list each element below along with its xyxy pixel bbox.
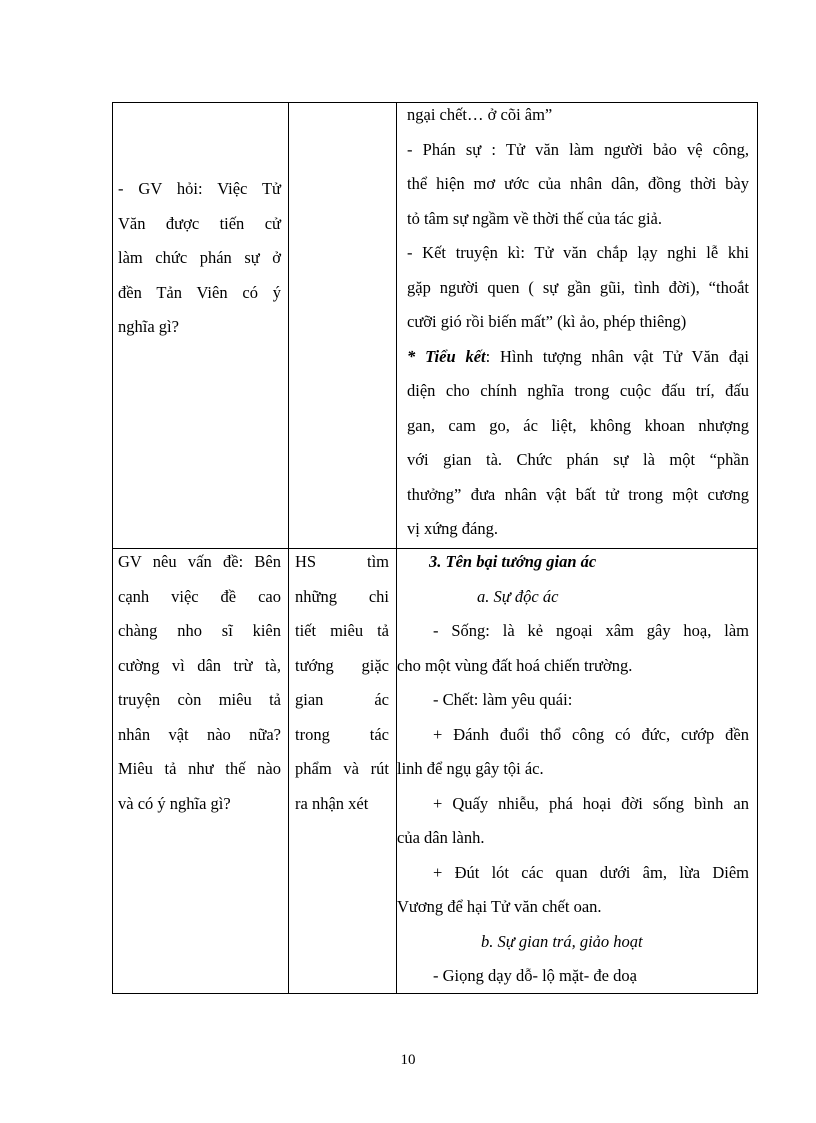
text-line: GV nêu vấn đề: Bên bbox=[118, 552, 281, 571]
text-line: + Quấy nhiễu, phá hoại đời sống bình an bbox=[433, 793, 749, 813]
summary-text: : Hình tượng nhân vật Tử Văn đại bbox=[485, 346, 749, 366]
text-line: làm chức phán sự ở bbox=[118, 248, 281, 267]
subheading-a: a. Sự độc ác bbox=[477, 586, 559, 606]
page-number: 10 bbox=[400, 1052, 416, 1068]
text-line: gian ác bbox=[295, 690, 389, 709]
text-line: + Đánh đuổi thổ công có đức, cướp đền bbox=[433, 724, 749, 744]
row2-student-activity bbox=[295, 545, 389, 821]
text-line: Miêu tả như thế nào bbox=[118, 759, 281, 778]
text-line: nghĩa gì? bbox=[118, 317, 179, 336]
summary-label: * Tiểu kết bbox=[407, 346, 486, 366]
text-line: thể hiện mơ ước của nhân dân, đồng thời bày bbox=[407, 174, 749, 193]
text-line: gan, cam go, ác liệt, không khoan nhượng bbox=[407, 415, 749, 435]
text-line: nhân vật nào nữa? bbox=[118, 724, 281, 744]
text-line: - Phán sự : Tử văn làm người bảo vệ công, bbox=[407, 139, 749, 159]
subheading-b: b. Sự gian trá, giảo hoạt bbox=[481, 931, 643, 951]
row1-content bbox=[407, 98, 749, 547]
row1-teacher-question bbox=[118, 172, 281, 345]
text-line: tỏ tâm sự ngầm về thời thế của tác giả. bbox=[407, 208, 663, 228]
text-line: - Sống: là kẻ ngoại xâm gây hoạ, làm bbox=[433, 621, 749, 640]
text-line: cho một vùng đất hoá chiến trường. bbox=[397, 655, 633, 675]
text-line: truyện còn miêu tả bbox=[118, 690, 281, 709]
text-line: - Chết: làm yêu quái: bbox=[433, 690, 573, 709]
text-line: - Giọng dạy dỗ- lộ mặt- đe doạ bbox=[433, 966, 637, 985]
text-line: tướng giặc bbox=[295, 655, 389, 675]
text-line: HS tìm bbox=[295, 552, 389, 571]
section-heading: 3. Tên bại tướng gian ác bbox=[429, 552, 597, 571]
text-line: của dân lành. bbox=[397, 828, 485, 847]
text-line: Văn được tiến cử bbox=[118, 213, 281, 233]
text-line: ra nhận xét bbox=[295, 793, 369, 813]
text-line: chàng nho sĩ kiên bbox=[118, 621, 281, 640]
text-line: gặp người quen ( sự gần gũi, tình đời), “thoắt bbox=[407, 277, 749, 297]
text-line: - Kết truyện kì: Tử văn chắp lạy nghi lễ khi bbox=[407, 243, 749, 262]
text-line: đền Tản Viên có ý bbox=[118, 282, 281, 302]
row2-teacher-question bbox=[118, 545, 281, 821]
text-line: linh để ngụ gây tội ác. bbox=[397, 759, 544, 778]
text-line: và có ý nghĩa gì? bbox=[118, 793, 231, 813]
text-line: cường vì dân trừ tà, bbox=[118, 655, 281, 675]
text-line: - GV hỏi: Việc Tử bbox=[118, 179, 281, 198]
text-line: + Đút lót các quan dưới âm, lừa Diêm bbox=[433, 862, 749, 882]
text-line: phẩm và rút bbox=[295, 759, 389, 778]
summary-line bbox=[407, 340, 749, 375]
text-line: ngại chết… ở cõi âm” bbox=[407, 105, 553, 124]
text-line: những chi bbox=[295, 586, 389, 606]
text-line: trong tác bbox=[295, 724, 389, 744]
text-line: cưỡi gió rồi biến mất” (kì ảo, phép thiêng) bbox=[407, 312, 687, 331]
text-line: tiết miêu tả bbox=[295, 621, 389, 640]
text-line: vị xứng đáng. bbox=[407, 519, 498, 538]
text-line: Vương để hại Tử văn chết oan. bbox=[397, 897, 602, 916]
text-line: thưởng” đưa nhân vật bất tử trong một cương bbox=[407, 484, 749, 504]
lesson-table bbox=[112, 102, 758, 994]
text-line: cạnh việc đề cao bbox=[118, 586, 281, 606]
text-line: với gian tà. Chức phán sự là một “phần bbox=[407, 450, 749, 469]
text-line: diện cho chính nghĩa trong cuộc đấu trí, đấu bbox=[407, 381, 749, 400]
row2-content bbox=[397, 545, 749, 994]
